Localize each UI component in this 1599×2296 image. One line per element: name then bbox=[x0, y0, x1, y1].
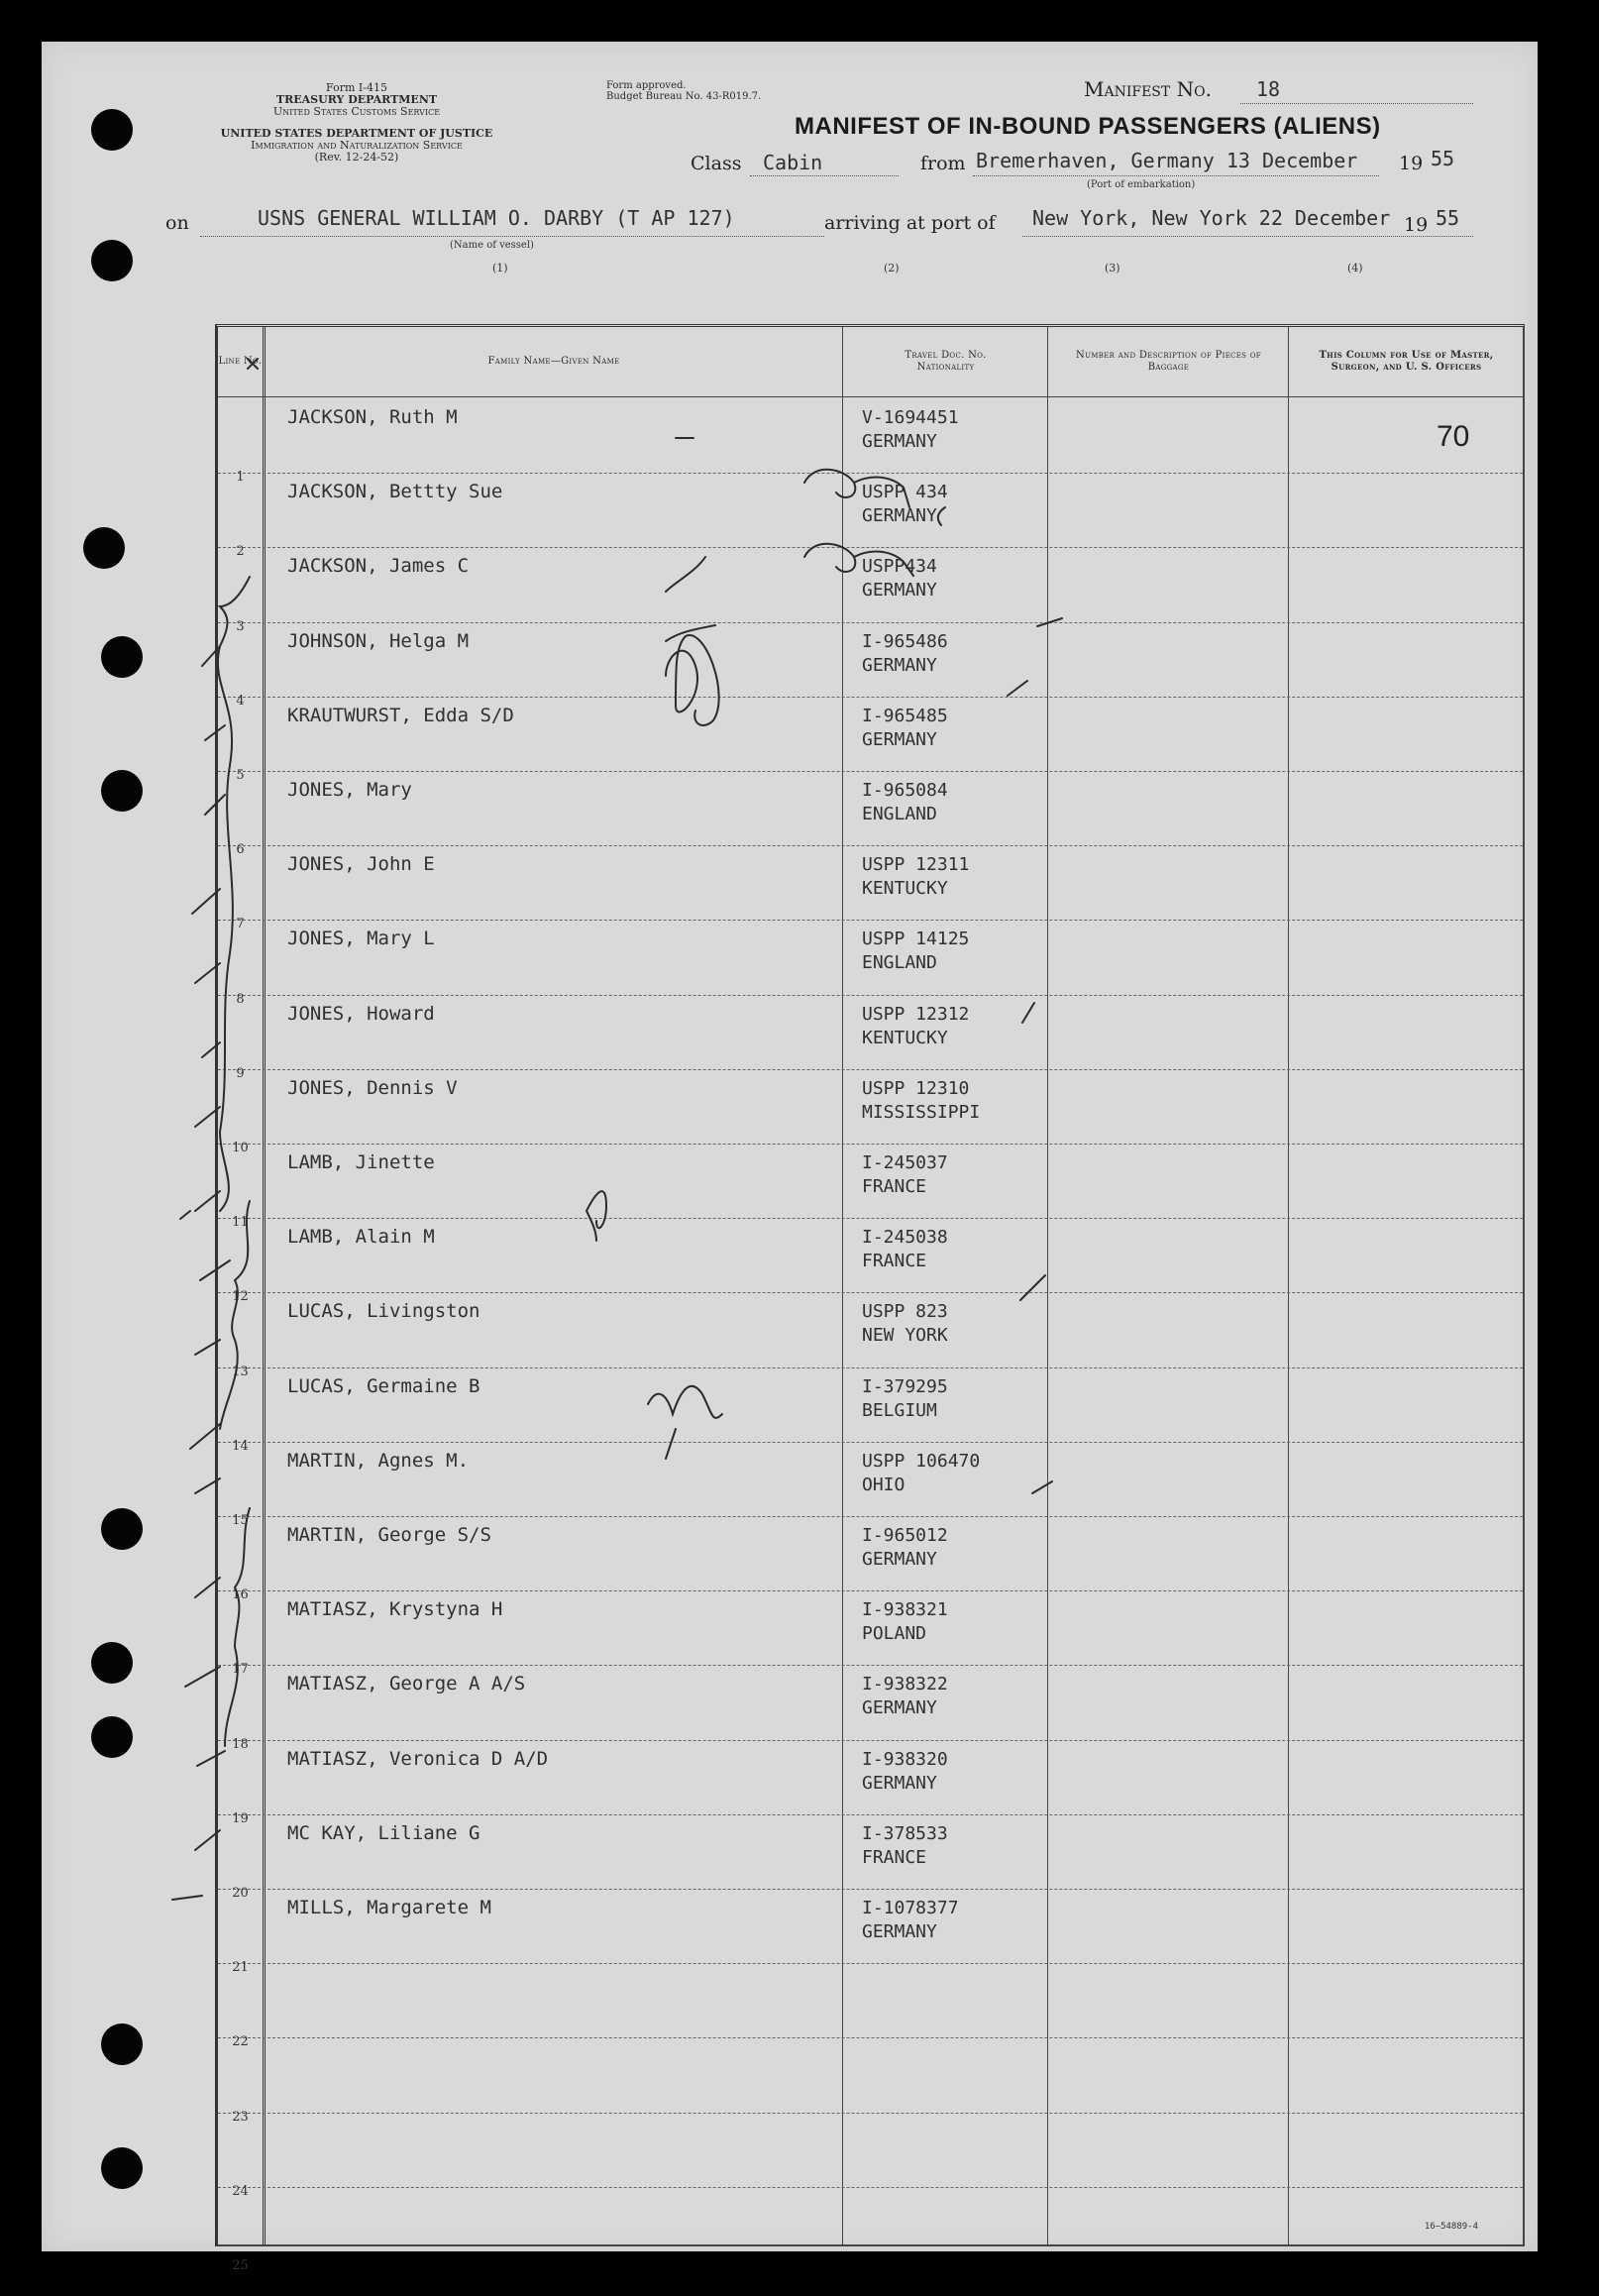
travel-doc-nationality bbox=[862, 1822, 948, 1870]
manifest-page bbox=[42, 42, 1538, 2273]
travel-doc-nationality bbox=[862, 1897, 959, 1944]
table-row bbox=[218, 622, 1523, 709]
line-number: 16 bbox=[232, 1587, 249, 1603]
travel-doc-number: USPP 12311 bbox=[862, 854, 970, 876]
line-number: 15 bbox=[232, 1512, 249, 1528]
line-number: 12 bbox=[232, 1289, 249, 1305]
line-number: 9 bbox=[236, 1065, 245, 1081]
column-number-1: (1) bbox=[492, 262, 508, 274]
travel-doc-number: I-938320 bbox=[862, 1748, 948, 1770]
table-row bbox=[218, 1442, 1523, 1528]
table-row bbox=[218, 547, 1523, 634]
column-number-4: (4) bbox=[1347, 262, 1363, 274]
table-row bbox=[218, 1364, 1523, 1454]
travel-doc-number: USPP 14125 bbox=[862, 929, 970, 950]
passenger-table bbox=[215, 324, 1525, 2273]
line-number: 18 bbox=[232, 1736, 249, 1752]
nationality: FRANCE bbox=[862, 1846, 927, 1868]
nationality: KENTUCKY bbox=[862, 1027, 948, 1048]
treasury-department: TREASURY DEPARTMENT bbox=[275, 93, 438, 106]
customs-service: United States Customs Service bbox=[272, 105, 441, 118]
punch-hole bbox=[101, 1508, 143, 1550]
travel-doc-number: USPP 823 bbox=[862, 1301, 948, 1323]
punch-hole bbox=[91, 109, 133, 151]
table-row bbox=[218, 995, 1523, 1081]
table-row bbox=[218, 697, 1523, 783]
column-number-2: (2) bbox=[884, 262, 900, 274]
travel-doc-number: I-245038 bbox=[862, 1227, 948, 1249]
travel-doc-nationality bbox=[862, 1450, 980, 1497]
nationality: MISSISSIPPI bbox=[862, 1101, 981, 1123]
passenger-name: JOHNSON, Helga M bbox=[287, 629, 470, 652]
travel-doc-nationality bbox=[862, 928, 969, 975]
travel-doc-number: USPP 106470 bbox=[862, 1450, 981, 1472]
immigration-service: Immigration and Naturalization Service bbox=[251, 139, 463, 152]
nationality: BELGIUM bbox=[862, 1399, 937, 1421]
travel-doc-number: I-245037 bbox=[862, 1152, 948, 1173]
travel-doc-nationality bbox=[862, 1226, 948, 1273]
from-label: from bbox=[920, 153, 966, 174]
table-row bbox=[218, 1590, 1523, 1678]
arriving-label: arriving at port of bbox=[824, 212, 996, 234]
header-line-no: Line No. bbox=[218, 356, 263, 367]
nationality: ENGLAND bbox=[862, 804, 937, 824]
passenger-name: MC KAY, Liliane G bbox=[287, 1821, 480, 1844]
form-id: Form I-415 bbox=[326, 81, 387, 94]
arrival-underline bbox=[1022, 236, 1473, 237]
travel-doc-number: I-965012 bbox=[862, 1525, 948, 1546]
vessel-name: USNS GENERAL WILLIAM O. DARBY (T AP 127) bbox=[258, 206, 735, 230]
table-row bbox=[218, 1889, 1523, 1976]
nationality: GERMANY bbox=[862, 1697, 937, 1719]
table-row bbox=[218, 1963, 1523, 2050]
passenger-name: JACKSON, Bettty Sue bbox=[287, 481, 503, 503]
line-number: 22 bbox=[232, 2034, 249, 2050]
travel-doc-nationality bbox=[862, 1003, 969, 1050]
passenger-name: MARTIN, George S/S bbox=[287, 1524, 491, 1546]
table-row bbox=[218, 1740, 1523, 1826]
header-officers-use: This Column for Use of Master, Surgeon, and U. S. Officers bbox=[1319, 350, 1494, 373]
travel-doc-nationality bbox=[862, 630, 948, 678]
punch-hole bbox=[91, 1716, 133, 1758]
manifest-no-label: Manifest No. bbox=[1084, 77, 1212, 101]
passenger-name: MILLS, Margarete M bbox=[287, 1897, 491, 1918]
line-number: 25 bbox=[232, 2257, 249, 2273]
vessel-underline bbox=[200, 236, 824, 237]
line-number: 1 bbox=[236, 470, 245, 486]
travel-doc-nationality bbox=[862, 1748, 948, 1796]
manifest-no-value: 18 bbox=[1256, 77, 1281, 101]
travel-doc-number: I-965485 bbox=[862, 705, 948, 726]
nationality: GERMANY bbox=[862, 1772, 937, 1794]
nationality: GERMANY bbox=[862, 654, 937, 676]
nationality: GERMANY bbox=[862, 1921, 937, 1942]
line-number: 10 bbox=[232, 1140, 249, 1155]
manifest-title: MANIFEST OF IN-BOUND PASSENGERS (ALIENS) bbox=[795, 113, 1381, 140]
travel-doc-number: V-1694451 bbox=[862, 407, 959, 428]
justice-department: UNITED STATES DEPARTMENT OF JUSTICE bbox=[220, 127, 493, 140]
header-name: Family Name—Given Name bbox=[487, 356, 620, 367]
travel-doc-nationality bbox=[862, 1151, 948, 1199]
travel-doc-number: USPP 12310 bbox=[862, 1077, 970, 1099]
table-row bbox=[218, 473, 1523, 560]
travel-doc-nationality bbox=[862, 406, 959, 454]
table-row bbox=[218, 2037, 1523, 2125]
travel-doc-nationality bbox=[862, 853, 969, 901]
travel-doc-nationality bbox=[862, 555, 937, 602]
budget-bureau-no: Budget Bureau No. 43-R019.7. bbox=[606, 91, 762, 102]
travel-doc-number: I-1078377 bbox=[862, 1898, 959, 1918]
header-baggage: Number and Description of Pieces of Baggage bbox=[1076, 350, 1261, 373]
nationality: GERMANY bbox=[862, 580, 937, 601]
table-row bbox=[218, 398, 1523, 486]
passenger-name: JONES, Mary L bbox=[287, 928, 435, 950]
punch-hole bbox=[101, 2147, 143, 2189]
on-label: on bbox=[165, 212, 189, 234]
from-underline bbox=[973, 175, 1379, 176]
passenger-name: MATIASZ, Veronica D A/D bbox=[287, 1747, 549, 1770]
nationality: POLAND bbox=[862, 1623, 927, 1645]
nationality: FRANCE bbox=[862, 1251, 927, 1272]
footer-code: 16—54889-4 bbox=[1424, 2222, 1478, 2232]
nationality: GERMANY bbox=[862, 1549, 937, 1570]
table-row bbox=[218, 1814, 1523, 1901]
table-row bbox=[218, 2113, 1523, 2199]
nationality: ENGLAND bbox=[862, 952, 937, 974]
class-underline bbox=[750, 175, 899, 176]
nationality: GERMANY bbox=[862, 505, 937, 527]
line-number: 4 bbox=[236, 693, 245, 709]
officer-mark: 70 bbox=[1437, 420, 1470, 453]
arrival-year-prefix: 19 bbox=[1404, 214, 1429, 236]
passenger-name: JONES, Howard bbox=[287, 1002, 435, 1025]
travel-doc-nationality bbox=[862, 1524, 948, 1572]
year-value: 55 bbox=[1431, 147, 1455, 170]
travel-doc-number: I-378533 bbox=[862, 1822, 948, 1844]
nationality: OHIO bbox=[862, 1474, 906, 1495]
travel-doc-nationality bbox=[862, 1300, 948, 1348]
port-caption: (Port of embarkation) bbox=[1087, 179, 1196, 190]
travel-doc-number: I-938321 bbox=[862, 1599, 948, 1621]
passenger-name: MATIASZ, George A A/S bbox=[287, 1673, 526, 1695]
passenger-name: JACKSON, Ruth M bbox=[287, 406, 458, 428]
nationality: KENTUCKY bbox=[862, 878, 948, 900]
column-number-3: (3) bbox=[1105, 262, 1120, 274]
punch-hole bbox=[101, 636, 143, 678]
manifest-no-underline bbox=[1240, 103, 1473, 104]
class-label: Class bbox=[691, 153, 742, 174]
travel-doc-nationality bbox=[862, 1077, 980, 1125]
line-number: 5 bbox=[236, 767, 245, 783]
travel-doc-number: USPP 12312 bbox=[862, 1003, 970, 1025]
line-number: 3 bbox=[236, 618, 245, 634]
passenger-name: LAMB, Alain M bbox=[287, 1226, 435, 1249]
arrival-year: 55 bbox=[1436, 206, 1460, 230]
line-number: 24 bbox=[232, 2183, 249, 2199]
passenger-name: MARTIN, Agnes M. bbox=[287, 1449, 470, 1472]
table-row bbox=[218, 2187, 1523, 2273]
revision-date: (Rev. 12-24-52) bbox=[314, 151, 399, 164]
passenger-name: JONES, Mary bbox=[287, 779, 412, 801]
line-number: 6 bbox=[236, 842, 245, 858]
punch-hole bbox=[101, 2023, 143, 2065]
nationality: GERMANY bbox=[862, 728, 937, 750]
passenger-name: LUCAS, Germaine B bbox=[287, 1374, 480, 1397]
travel-doc-number: USPP 434 bbox=[862, 482, 948, 503]
passenger-name: MATIASZ, Krystyna H bbox=[287, 1598, 503, 1621]
punch-hole bbox=[91, 240, 133, 281]
travel-doc-nationality bbox=[862, 705, 948, 752]
passenger-name: JONES, Dennis V bbox=[287, 1076, 458, 1099]
passenger-name: KRAUTWURST, Edda S/D bbox=[287, 704, 514, 726]
passenger-name: JONES, John E bbox=[287, 853, 435, 876]
passenger-name: JACKSON, James C bbox=[287, 555, 470, 578]
table-row bbox=[218, 1069, 1523, 1155]
nationality: NEW YORK bbox=[862, 1325, 948, 1347]
travel-doc-nationality bbox=[862, 1673, 948, 1720]
table-row bbox=[218, 920, 1523, 1007]
travel-doc-number: USPP434 bbox=[862, 556, 937, 578]
punch-hole bbox=[101, 770, 143, 812]
line-number: 23 bbox=[232, 2109, 249, 2125]
table-row bbox=[218, 1516, 1523, 1603]
line-number: 14 bbox=[232, 1438, 249, 1454]
nationality: GERMANY bbox=[862, 431, 937, 452]
line-number: 20 bbox=[232, 1885, 249, 1901]
vessel-caption: (Name of vessel) bbox=[450, 240, 534, 251]
travel-doc-nationality bbox=[862, 1375, 948, 1423]
punch-hole bbox=[91, 1642, 133, 1684]
nationality: FRANCE bbox=[862, 1176, 927, 1197]
embarkation-value: Bremerhaven, Germany 13 December bbox=[976, 149, 1358, 172]
line-number: 2 bbox=[236, 544, 245, 560]
table-row bbox=[218, 1144, 1523, 1231]
table-row bbox=[218, 845, 1523, 932]
travel-doc-nationality bbox=[862, 779, 948, 826]
header-rule bbox=[218, 396, 1523, 397]
line-number: 21 bbox=[232, 1960, 249, 1976]
table-row bbox=[218, 771, 1523, 858]
punch-hole bbox=[83, 527, 125, 569]
line-number: 7 bbox=[236, 917, 245, 932]
passenger-name: LUCAS, Livingston bbox=[287, 1300, 480, 1323]
line-number: 11 bbox=[232, 1215, 249, 1231]
travel-doc-number: I-379295 bbox=[862, 1375, 948, 1397]
travel-doc-number: I-965084 bbox=[862, 780, 948, 801]
table-row bbox=[218, 1665, 1523, 1752]
line-number: 17 bbox=[232, 1662, 249, 1678]
travel-doc-number: I-965486 bbox=[862, 630, 948, 652]
header-travel-doc: Travel Doc. No. Nationality bbox=[905, 350, 987, 373]
line-number: 13 bbox=[232, 1364, 249, 1379]
travel-doc-number: I-938322 bbox=[862, 1674, 948, 1695]
travel-doc-nationality bbox=[862, 1598, 948, 1646]
table-row bbox=[218, 1218, 1523, 1305]
arrival-port-value: New York, New York 22 December bbox=[1032, 206, 1391, 230]
line-number: 8 bbox=[236, 991, 245, 1007]
travel-doc-nationality bbox=[862, 481, 948, 528]
table-row bbox=[218, 1292, 1523, 1379]
passenger-name: LAMB, Jinette bbox=[287, 1151, 435, 1173]
year-prefix: 19 bbox=[1399, 153, 1424, 174]
line-number: 19 bbox=[232, 1810, 249, 1826]
class-value: Cabin bbox=[763, 151, 823, 174]
form-approved: Form approved. bbox=[606, 80, 687, 91]
